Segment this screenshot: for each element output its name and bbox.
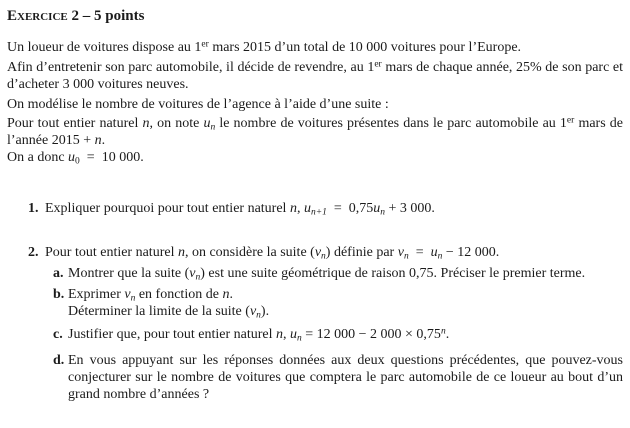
question-2-intro	[7, 244, 623, 261]
question-2a-text: Montrer que la suite (vn) est une suite géométrique de raison 0,75. Préciser le premier terme.	[68, 265, 586, 283]
question-2b-text: Exprimer vn en fonction de n. Déterminer la limite de la suite (vn).	[68, 287, 270, 321]
exercise-title-points: 2 – 5 points	[67, 8, 145, 24]
intro-paragraph-initial-value: On a donc u0 = 10 000.	[7, 150, 144, 167]
question-2-text: Pour tout entier naturel n, on considère la suite (vn) définie par vn = un − 12 000.	[45, 244, 500, 262]
intro-paragraph-policy: Afin d’entretenir son parc automobile, il décide de revendre, au 1er mars de chaque année, 25% de son parc et d’acheter 3 000 voitures neuves.	[7, 59, 623, 93]
intro-paragraph-fleet: Un loueur de voitures dispose au 1er mars 2015 d’un total de 10 000 voitures pour l’Europe.	[7, 39, 522, 55]
question-2a	[7, 265, 623, 282]
intro-paragraph-model: On modélise le nombre de voitures de l’agence à l’aide d’une suite :	[7, 96, 389, 112]
question-2-number: 2.	[28, 244, 39, 260]
question-2d-text: En vous appuyant sur les réponses données aux deux questions précédentes, que pouvez-vous conjecturer sur le nombre de voitures que comptera le parc automobile de ce loueur au bout d’un grand nombre d’années ?	[68, 352, 623, 403]
question-2d-letter: d.	[53, 352, 65, 368]
exercise-title	[7, 7, 623, 25]
intro-paragraph-sequence-def: Pour tout entier naturel n, on note un le nombre de voitures présentes dans le parc automobile au 1er mars de l’année 2015 + n.	[7, 115, 623, 149]
exercise-title-word: Exercice	[7, 8, 68, 24]
question-2c	[7, 326, 623, 343]
question-2	[7, 244, 623, 404]
question-2b	[7, 286, 623, 320]
question-1-number: 1.	[28, 201, 39, 217]
question-1-text: Expliquer pourquoi pour tout entier naturel n, un+1 = 0,75un + 3 000.	[45, 201, 435, 218]
question-2c-text: Justifier que, pour tout entier naturel n, un = 12 000 − 2 $000 \times 0,75^n$.	[68, 326, 450, 344]
question-2b-letter: b.	[53, 287, 65, 303]
question-1	[7, 200, 623, 217]
question-2c-letter: c.	[53, 327, 63, 343]
question-2d	[7, 352, 623, 404]
question-2a-letter: a.	[53, 265, 64, 281]
